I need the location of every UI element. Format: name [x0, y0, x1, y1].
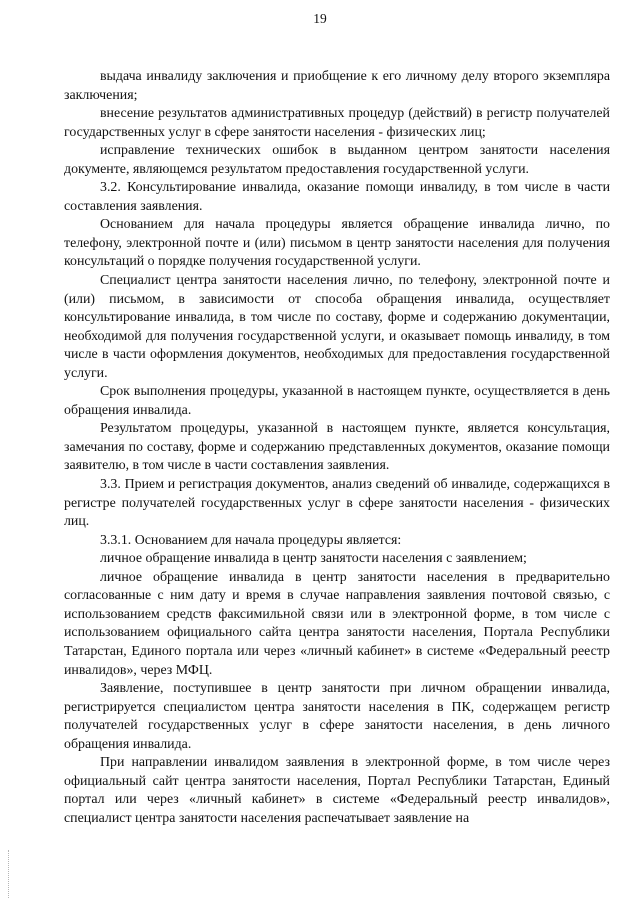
paragraph-13: Заявление, поступившее в центр занятости при личном обращении инвалида, регистрируется специалистом центра занятости населения в ПК, содержащем регистр получателей государственных услуг в сфере занятости населения, в день личного обращения инвалида. — [64, 681, 610, 752]
document-body — [64, 68, 610, 828]
paragraph-2: внесение результатов административных процедур (действий) в регистр получателей государственных услуг в сфере занятости населения - физических лиц; — [64, 106, 610, 140]
paragraph-11: личное обращение инвалида в центр занятости населения с заявлением; — [100, 551, 527, 567]
paragraph-3: исправление технических ошибок в выданном центром занятости населения документе, являющемся результатом предоставления государственной услуги. — [64, 143, 610, 177]
paragraph-8: Результатом процедуры, указанной в настоящем пункте, является консультация, замечания по составу, форме и содержанию представленных документов, оказание помощи заявителю, в том числе в части составления заявления. — [64, 421, 610, 474]
scan-edge-mark — [8, 850, 10, 898]
paragraph-14: При направлении инвалидом заявления в электронной форме, в том числе через официальный сайт центра занятости населения, Портал Республики Татарстан, Единый портал или через «личный кабинет» в системе «Федеральный реестр инвалидов», специалист центра занятости населения распечатывает заявление на — [64, 755, 610, 826]
paragraph-7: Срок выполнения процедуры, указанной в настоящем пункте, осуществляется в день обращения инвалида. — [64, 384, 610, 418]
paragraph-1: выдача инвалиду заключения и приобщение к его личному делу второго экземпляра заключения; — [64, 69, 610, 103]
paragraph-6: Специалист центра занятости населения лично, по телефону, электронной почте и (или) письмом, в зависимости от способа обращения инвалида, осуществляет консультирование инвалида, в том числе по составу, форме и содержанию документации, необходимой для получения государственной услуги, и оказывает помощь инвалиду, в том числе в части оформления документов, необходимых для предоставления государственной услуги. — [64, 273, 610, 381]
section-3-3-heading: 3.3. Прием и регистрация документов, анализ сведений об инвалиде, содержащихся в регистре получателей государственных услуг в сфере занятости населения - физических лиц. — [64, 477, 610, 530]
paragraph-12: личное обращение инвалида в центр занятости населения в предварительно согласованные с ним дату и время в случае направления заявления почтовой связью, с использованием средств факсимильной связи или в электронной форме, в том числе с использованием официального сайта центра занятости населения, Портала Республики Татарстан, Единого портала или через «личный кабинет» в системе «Федеральный реестр инвалидов», через МФЦ. — [64, 569, 610, 678]
section-3-3-1-heading: 3.3.1. Основанием для начала процедуры является: — [100, 532, 402, 548]
paragraph-5: Основанием для начала процедуры является обращение инвалида лично, по телефону, электронной почте и (или) письмом в центр занятости населения для получения консультаций о порядке получения государственной услуги. — [64, 217, 610, 270]
page-number: 19 — [313, 11, 327, 26]
section-3-2-heading: 3.2. Консультирование инвалида, оказание помощи инвалиду, в том числе в части составления заявления. — [64, 180, 610, 214]
